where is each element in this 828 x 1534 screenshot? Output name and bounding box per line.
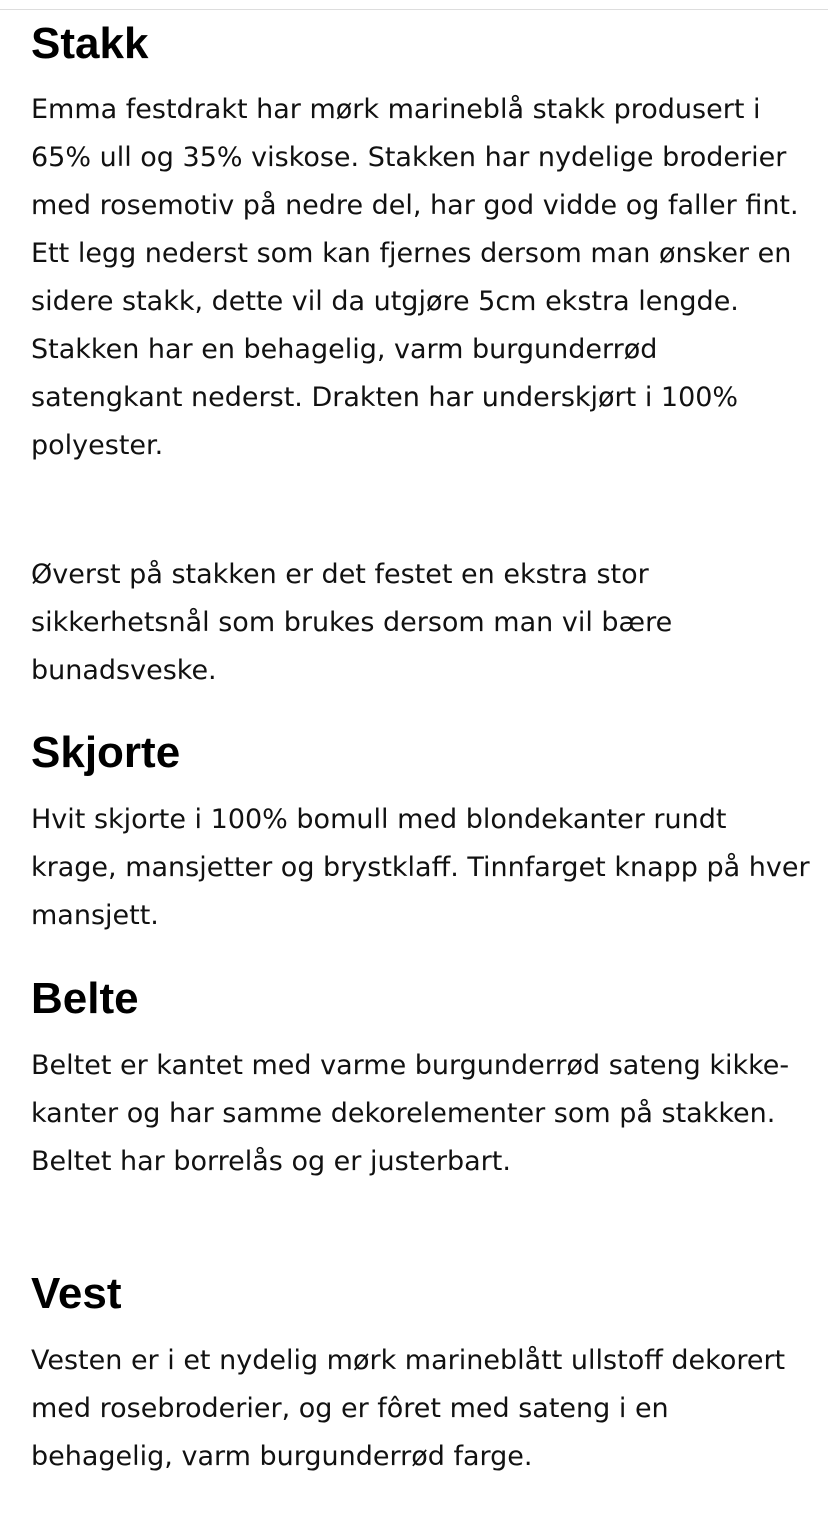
section-paragraph-stakk-1: Emma festdrakt har mørk marineblå stakk produsert i 65% ull og 35% viskose. Stakken har nydelige broderier med rosemotiv på nedre del, har god vidde og faller fint. Ett legg nederst som kan fjernes dersom man ønsker en sidere stakk, dette vil da utgjøre 5cm ekstra lengde. Stakken har en behagelig, varm burgunderrød satengkant nederst. Drakten har underskjørt i 100% polyester.	[31, 94, 799, 461]
section-heading-belte: Belte	[31, 974, 139, 1023]
section-paragraph-belte: Beltet er kantet med varme burgunderrød sateng kikke-kanter og har samme dekorelementer som på stakken. Beltet har borrelås og er justerbart.	[31, 1050, 790, 1177]
section-heading-vest: Vest	[31, 1269, 122, 1318]
section-paragraph-stakk-2: Øverst på stakken er det festet en ekstra stor sikkerhetsnål som brukes dersom man vil bære bunadsveske.	[31, 559, 673, 686]
section-paragraph-vest: Vesten er i et nydelig mørk marineblått ullstoff dekorert med rosebroderier, og er fôret med sateng i en behagelig, varm burgunderrød farge.	[31, 1345, 786, 1472]
section-heading-skjorte: Skjorte	[31, 728, 181, 777]
top-divider	[0, 9, 828, 10]
section-paragraph-skjorte: Hvit skjorte i 100% bomull med blondekanter rundt krage, mansjetter og brystklaff. Tinnfarget knapp på hver mansjett.	[31, 804, 810, 931]
section-heading-stakk: Stakk	[31, 19, 149, 68]
